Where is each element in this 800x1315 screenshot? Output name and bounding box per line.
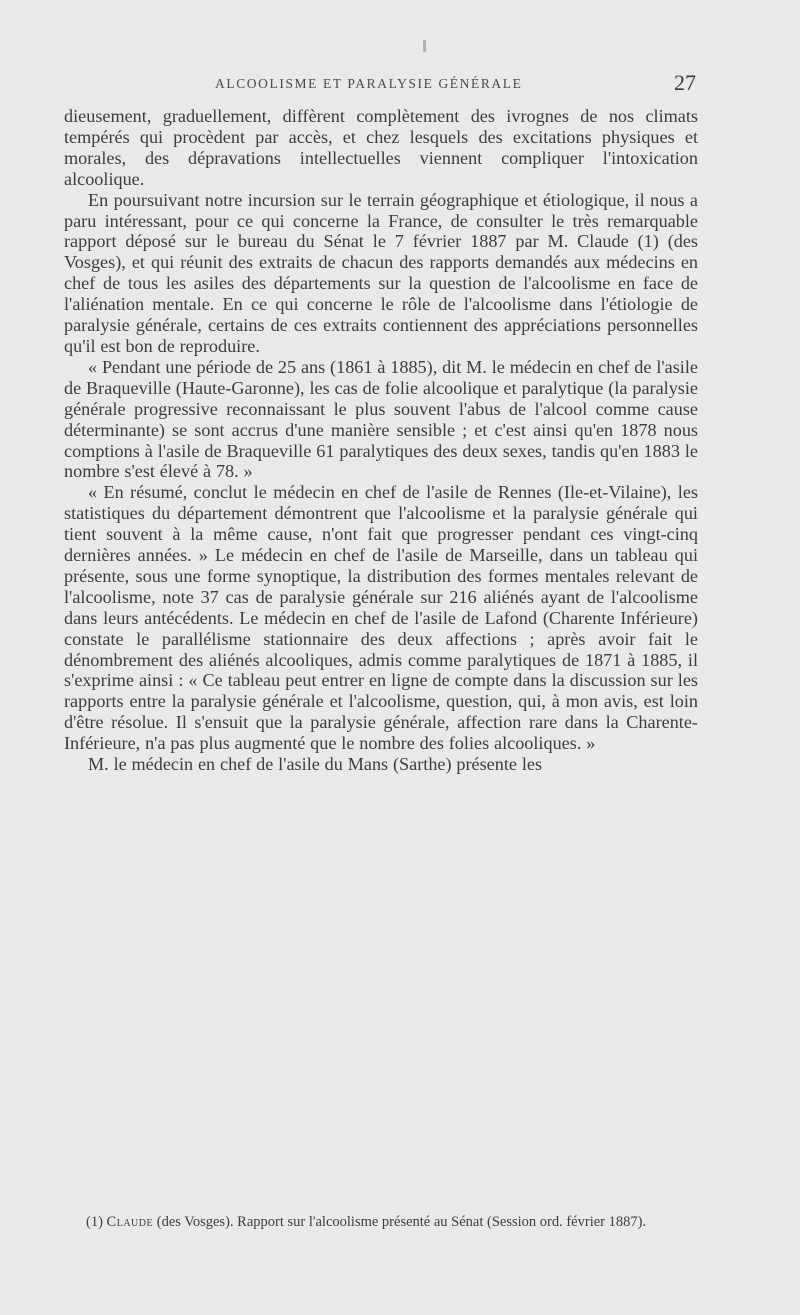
paragraph: dieusement, graduellement, diffèrent complètement des ivrognes de nos climats tempérés qui procèdent par accès, et chez lesquels des excitations physiques et morales, des dépravations intellectuelles viennent compliquer l'intoxication alcoolique.	[64, 106, 698, 189]
ink-mark	[423, 40, 426, 52]
page-number: 27	[674, 70, 696, 95]
paragraph: « Pendant une période de 25 ans (1861 à 1885), dit M. le médecin en chef de l'asile de Braqueville (Haute-Garonne), les cas de folie alcoolique et paralytique (la paralysie générale progressive reconnaissant le plus souvent l'abus de l'alcool comme cause déterminante) se sont accrus d'une manière sensible ; et c'est ainsi qu'en 1878 nous comptions à l'asile de Braqueville 61 paralytiques des deux sexes, tandis qu'en 1883 le nombre s'est élevé à 78. »	[64, 356, 698, 482]
running-title: ALCOOLISME ET PARALYSIE GÉNÉRALE	[215, 76, 523, 91]
paragraph: « En résumé, conclut le médecin en chef de l'asile de Rennes (Ile-et-Vilaine), les statistiques du département démontrent que l'alcoolisme et la paralysie générale qui tient souvent à la même cause, n'ont fait que progresser pendant ces vingt-cinq dernières années. » Le médecin en chef de l'asile de Marseille, dans un tableau qui présente, sous une forme synoptique, la distribution des formes mentales relevant de l'alcoolisme, note 37 cas de paralysie générale sur 216 aliénés ayant de l'alcoolisme dans leurs antécédents. Le médecin en chef de l'asile de Lafond (Charente Inférieure) constate le parallélisme stationnaire des deux affections ; après avoir fait le dénombrement des aliénés alcooliques, admis comme paralytiques de 1871 à 1885, il s'exprime ainsi : « Ce tableau peut entrer en ligne de compte dans la discussion sur les rapports entre la paralysie générale et l'alcoolisme, question, qui, à mon avis, est loin d'être résolue. Il s'ensuit que la paralysie générale, affection rare dans la Charente-Inférieure, n'a pas plus augmenté que le nombre des folies alcooliques. »	[64, 482, 698, 754]
body-text	[64, 106, 698, 775]
footnote-marker: (1)	[86, 1214, 103, 1230]
footnote-text: (des Vosges). Rapport sur l'alcoolisme présenté au Sénat (Session ord. février 1887).	[156, 1214, 647, 1230]
footnote	[64, 1213, 698, 1232]
paragraph: En poursuivant notre incursion sur le terrain géographique et étiologique, il nous a paru intéressant, pour ce qui concerne la France, de consulter le très remarquable rapport déposé sur le bureau du Sénat le 7 février 1887 par M. Claude (1) (des Vosges), et qui réunit des extraits de chacun des rapports demandés aux médecins en chef de tous les asiles des départements sur la question de l'alcoolisme en face de l'aliénation mentale. En ce qui concerne le rôle de l'alcoolisme dans l'étiologie de paralysie générale, certains de ces extraits contiennent des appréciations personnelles qu'il est bon de reproduire.	[64, 189, 698, 356]
page-header	[64, 70, 704, 100]
paragraph: M. le médecin en chef de l'asile du Mans (Sarthe) présente les	[88, 754, 543, 775]
footnote-author: Claude	[106, 1214, 154, 1230]
